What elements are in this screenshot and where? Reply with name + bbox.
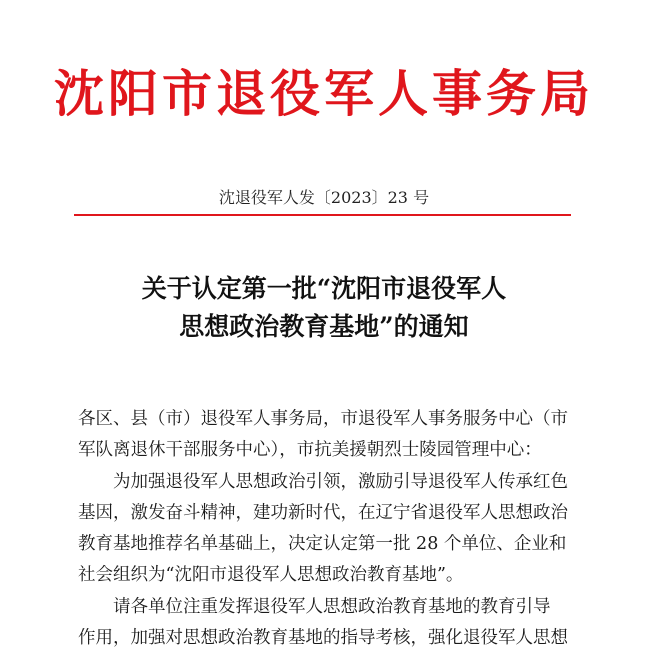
- paragraph-1-line-2: 基因，激发奋斗精神，建功新时代，在辽宁省退役军人思想政治: [78, 502, 568, 523]
- paragraph-2-line-1: 请各单位注重发挥退役军人思想政治教育基地的教育引导: [113, 596, 551, 617]
- addressee-line-1: 各区、县（市）退役军人事务局，市退役军人事务服务中心（市: [78, 409, 568, 429]
- paragraph-2-line-2: 作用，加强对思想政治教育基地的指导考核，强化退役军人思想: [78, 628, 568, 649]
- document-title: [0, 270, 648, 346]
- title-line-1: 关于认定第一批“沈阳市退役军人: [141, 274, 507, 303]
- document-number: 沈退役军人发〔2023〕23 号: [218, 188, 430, 207]
- paragraph-1-line-3: 教育基地推荐名单基础上，决定认定第一批 28 个单位、企业和: [78, 534, 567, 555]
- addressee-line-2: 军队离退休干部服务中心），市抗美援朝烈士陵园管理中心：: [78, 440, 542, 461]
- paragraph-1-line-1: 为加强退役军人思想政治引领，激励引导退役军人传承红色: [113, 471, 568, 492]
- red-divider-line: [74, 214, 571, 216]
- paragraph-1-line-4: 社会组织为“沈阳市退役军人思想政治教育基地”。: [78, 565, 464, 586]
- issuing-authority-masthead: 沈阳市退役军人事务局: [54, 64, 594, 123]
- title-line-2: 思想政治教育基地”的通知: [179, 312, 469, 341]
- document-body: [78, 404, 578, 654]
